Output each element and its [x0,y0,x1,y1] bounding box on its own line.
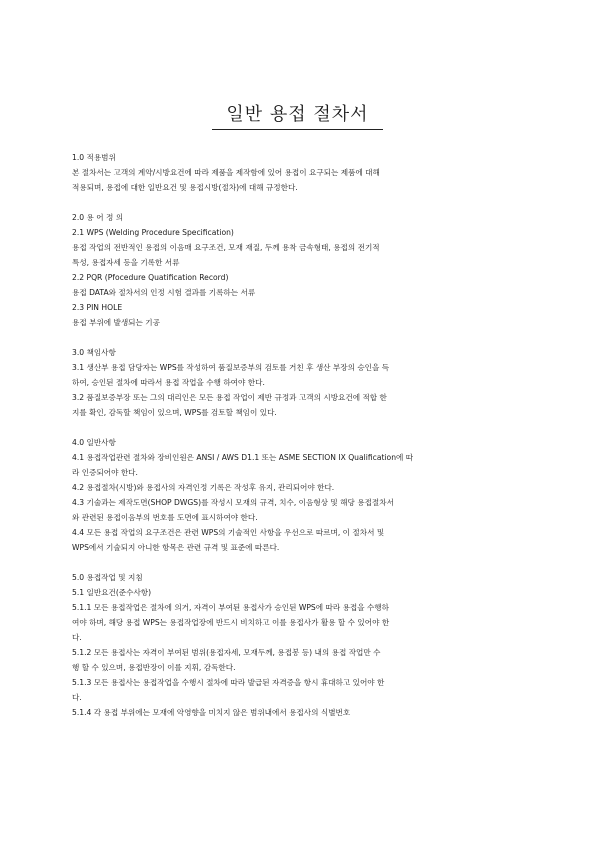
section-heading: 3.0 책임사항 [72,348,116,357]
paragraph-line: WPS에서 기술되지 아니한 항목은 관련 규격 및 표준에 따른다. [72,543,280,552]
paragraph-line: 2.1 WPS (Welding Procedure Specification) [72,228,234,237]
section-1 [72,150,523,195]
section-heading: 2.0 용 어 정 의 [72,213,124,222]
paragraph-line: 적용되며, 용접에 대한 일반요건 및 용접시방(절차)에 대해 규정한다. [72,183,298,192]
document-title-block [0,100,595,130]
paragraph-line: 2.3 PIN HOLE [72,303,123,312]
section-4 [72,435,523,555]
paragraph-line: 특성, 용접자세 등을 기록한 서류 [72,258,180,267]
paragraph-line: 5.1.4 각 용접 부위에는 모재에 악영향을 미치지 않은 범위내에서 용접사의 식별번호 [72,708,351,717]
section-2 [72,210,523,330]
paragraph-line: 용접 DATA와 절차서의 인정 시험 결과를 기록하는 서류 [72,288,256,297]
paragraph-line: 5.1.2 모든 용접사는 자격이 부여된 범위(용접자세, 모재두께, 용접봉 등) 내의 용접 작업만 수 [72,648,381,657]
paragraph-line: 라 인증되어야 한다. [72,468,138,477]
paragraph-line: 다. [72,633,82,642]
paragraph-line: 4.3 기술과는 제작도면(SHOP DWGS)를 작성시 모재의 규격, 치수, 이음형상 및 해당 용접절차서 [72,498,394,507]
document-body [72,150,523,720]
paragraph-line: 3.2 품질보증부장 또는 그의 대리인은 모든 용접 작업이 제반 규정과 고객의 시방요건에 적합 한 [72,393,387,402]
paragraph-line: 다. [72,693,82,702]
paragraph-line: 하여, 승인된 절차에 따라서 용접 작업을 수행 하여야 한다. [72,378,265,387]
section-3 [72,345,523,420]
paragraph-line: 3.1 생산부 용접 담당자는 WPS를 작성하여 품질보증부의 검토를 거친 후 생산 부장의 승인을 득 [72,363,390,372]
section-heading: 5.0 용접작업 및 지침 [72,573,143,582]
paragraph-line: 지를 확인, 감독할 책임이 있으며, WPS를 검토할 책임이 있다. [72,408,277,417]
paragraph-line: 용접 부위에 발생되는 기공 [72,318,160,327]
paragraph-line: 행 할 수 있으며, 용접반장이 이를 지휘, 감독한다. [72,663,236,672]
paragraph-line: 4.4 모든 용접 작업의 요구조건은 관련 WPS의 기술적인 사항을 우선으로 따르며, 이 절차서 및 [72,528,385,537]
section-heading: 1.0 적용범위 [72,153,116,162]
paragraph-line: 4.2 용접절차(시방)와 용접사의 자격인정 기록은 작성후 유지, 관리되어야 한다. [72,483,335,492]
paragraph-line: 5.1 일반요건(준수사항) [72,588,152,597]
paragraph-line: 2.2 PQR (Pfocedure Quatification Record) [72,273,229,282]
paragraph-line: 용접 작업의 전반적인 용접의 이음매 요구조건, 모재 재질, 두께 용착 금속형태, 용접의 전기적 [72,243,380,252]
section-5 [72,570,523,720]
paragraph-line: 본 절차서는 고객의 계약/시방요건에 따라 제품을 제작함에 있어 용접이 요구되는 제품에 대해 [72,168,380,177]
paragraph-line: 4.1 용접작업관련 절차와 장비인원은 ANSI / AWS D1.1 또는 ASME SECTION IX Qualification에 따 [72,453,414,462]
paragraph-line: 5.1.3 모든 용접사는 용접작업을 수행시 절차에 따라 발급된 자격증을 항시 휴대하고 있어야 한 [72,678,385,687]
paragraph-line: 여야 하며, 해당 용접 WPS는 용접작업장에 반드시 비치하고 이를 용접사가 활용 할 수 있어야 한 [72,618,390,627]
section-heading: 4.0 일반사항 [72,438,116,447]
paragraph-line: 5.1.1 모든 용접작업은 절차에 의거, 자격이 부여된 용접사가 승인된 WPS에 따라 용접을 수행하 [72,603,390,612]
paragraph-line: 와 관련된 용접이음부의 번호를 도면에 표시하여야 한다. [72,513,258,522]
document-title: 일반 용접 절차서 [212,100,382,130]
